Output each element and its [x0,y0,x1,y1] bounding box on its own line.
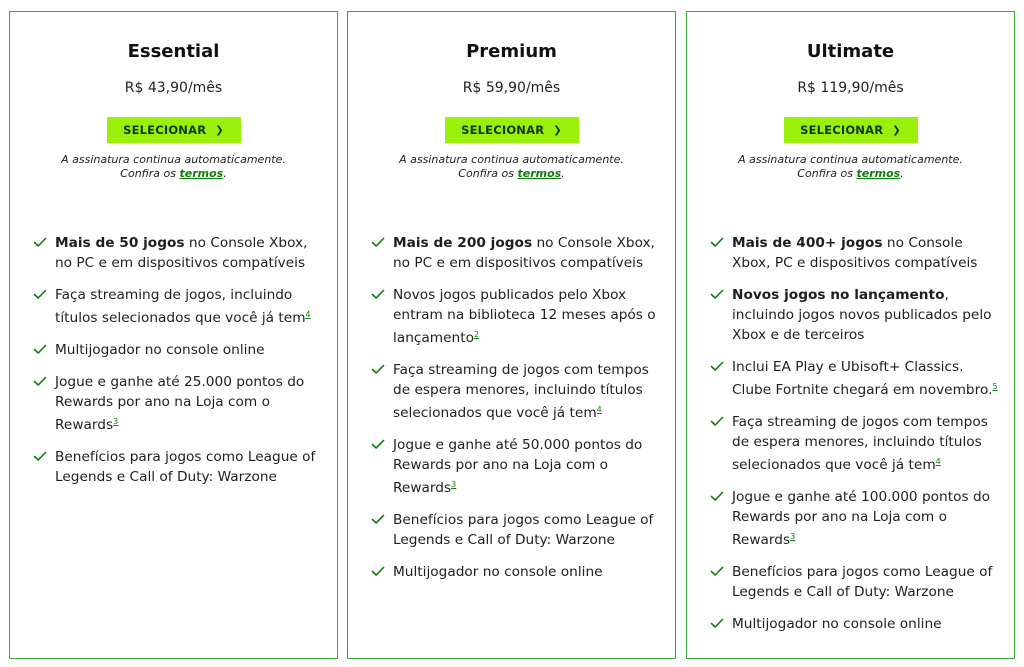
auto-renew-text: A assinatura continua automaticamente. [399,153,624,166]
feature-item [370,233,660,273]
feature-text: Faça streaming de jogos com tempos de espera menores, incluindo títulos selecionados que você já tem [393,362,649,421]
checkmark-icon [370,563,386,579]
feature-list [32,233,322,499]
plan-title: Premium [466,41,557,62]
checkmark-icon [370,286,386,302]
chevron-right-icon: ❯ [215,124,224,136]
feature-item [709,412,999,475]
chevron-right-icon: ❯ [892,124,901,136]
feature-item [32,372,322,435]
terms-link[interactable]: termos [856,167,901,180]
feature-text: Novos jogos publicados pelo Xbox entram na biblioteca 12 meses após o lançamento [393,287,656,346]
plan-price: R$ 119,90/mês [797,80,904,96]
feature-highlight: Mais de 200 jogos [393,235,533,251]
footnote-link[interactable]: 3 [113,417,119,426]
feature-highlight: Mais de 50 jogos [55,235,185,251]
terms-link[interactable]: termos [517,167,562,180]
feature-text: Benefícios para jogos como League of Legends e Call of Duty: Warzone [393,512,654,548]
checkmark-icon [32,373,48,389]
checkmark-icon [370,436,386,452]
feature-item [370,435,660,498]
feature-text: Jogue e ganhe até 25.000 pontos do Rewards por ano na Loja com o Rewards [55,374,305,433]
feature-text: Jogue e ganhe até 100.000 pontos do Rewards por ano na Loja com o Rewards [732,489,991,548]
feature-text: no Console Xbox, no PC e em dispositivos compatíveis [393,235,656,271]
checkmark-icon [32,448,48,464]
feature-item [370,562,660,582]
checkmark-icon [709,563,725,579]
feature-highlight: Mais de 400+ jogos [732,235,883,251]
checkmark-icon [709,413,725,429]
feature-item [32,285,322,328]
terms-suffix: . [900,167,904,180]
plan-card-ultimate [686,11,1015,659]
feature-text: Benefícios para jogos como League of Legends e Call of Duty: Warzone [732,564,993,600]
chevron-right-icon: ❯ [553,124,562,136]
feature-item [32,233,322,273]
feature-item [32,340,322,360]
feature-text: , incluindo jogos novos publicados pelo Xbox e de terceiros [732,287,992,343]
checkmark-icon [709,286,725,302]
footnote-link[interactable]: 3 [790,532,796,541]
terms-prefix: Confira os [120,167,176,180]
feature-list [709,233,999,646]
terms-suffix: . [223,167,227,180]
feature-item [709,233,999,273]
auto-renew-note [687,153,1014,181]
feature-list [370,233,660,594]
plan-price: R$ 59,90/mês [462,80,561,96]
footnote-link[interactable]: 4 [596,405,602,414]
feature-item [370,360,660,423]
feature-text: no Console Xbox, PC e dispositivos compatíveis [732,235,978,271]
checkmark-icon [32,286,48,302]
checkmark-icon [32,341,48,357]
feature-text: Faça streaming de jogos com tempos de espera menores, incluindo títulos selecionados que você já tem [732,414,988,473]
terms-link[interactable]: termos [179,167,224,180]
plan-card-essential [9,11,338,659]
plan-title: Essential [127,41,220,62]
footnote-link[interactable]: 4 [935,457,941,466]
footnote-link[interactable]: 5 [992,382,998,391]
select-button-label: SELECIONAR [461,123,545,137]
checkmark-icon [370,361,386,377]
terms-prefix: Confira os [797,167,853,180]
auto-renew-note [10,153,337,181]
select-plan-button[interactable] [445,117,579,143]
feature-item [709,614,999,634]
feature-text: Jogue e ganhe até 50.000 pontos do Rewards por ano na Loja com o Rewards [393,437,643,496]
feature-text: Benefícios para jogos como League of Legends e Call of Duty: Warzone [55,449,316,485]
footnote-link[interactable]: 2 [473,330,480,339]
terms-suffix: . [561,167,565,180]
feature-text: Inclui EA Play e Ubisoft+ Classics. Clube Fortnite chegará em novembro. [732,359,993,398]
feature-item [709,562,999,602]
feature-text: Faça streaming de jogos, incluindo títulos selecionados que você já tem [55,287,306,326]
plan-price: R$ 43,90/mês [124,80,223,96]
feature-item [709,487,999,550]
feature-highlight: Novos jogos no lançamento [732,287,945,303]
feature-item [32,447,322,487]
auto-renew-text: A assinatura continua automaticamente. [738,153,963,166]
auto-renew-text: A assinatura continua automaticamente. [61,153,286,166]
auto-renew-note [348,153,675,181]
footnote-link[interactable]: 4 [305,310,311,319]
checkmark-icon [709,615,725,631]
checkmark-icon [32,234,48,250]
feature-item [709,357,999,400]
select-plan-button[interactable] [107,117,241,143]
select-button-label: SELECIONAR [800,123,884,137]
plan-card-premium [347,11,676,659]
footnote-link[interactable]: 3 [451,480,457,489]
checkmark-icon [709,234,725,250]
feature-text: Multijogador no console online [732,616,942,632]
feature-item [370,285,660,348]
select-button-label: SELECIONAR [123,123,207,137]
feature-text: Multijogador no console online [393,564,603,580]
checkmark-icon [709,358,725,374]
checkmark-icon [709,488,725,504]
feature-text: Multijogador no console online [55,342,265,358]
terms-prefix: Confira os [458,167,514,180]
feature-item [709,285,999,345]
plan-title: Ultimate [806,41,895,62]
checkmark-icon [370,511,386,527]
feature-text: no Console Xbox, no PC e em dispositivos compatíveis [55,235,308,271]
select-plan-button[interactable] [784,117,918,143]
feature-item [370,510,660,550]
checkmark-icon [370,234,386,250]
